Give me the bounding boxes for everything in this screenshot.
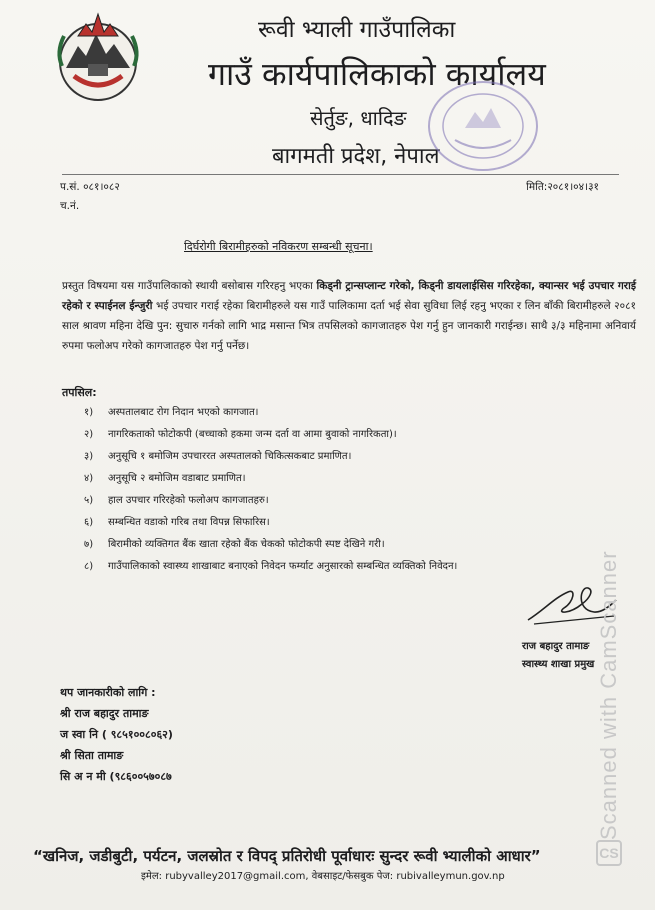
body-text-part1: प्रस्तुत विषयमा यस गाउँपालिकाको स्थायी बसोबास गरिरहनु भएका	[62, 280, 317, 292]
list-item-text: अनुसूचि १ बमोजिम उपचाररत अस्पतालको चिकित्सकबाट प्रमाणित।	[108, 451, 352, 462]
list-item-number: २)	[84, 429, 94, 440]
list-item	[84, 534, 644, 556]
municipality-name: रूवी भ्याली गाउँपालिका	[258, 17, 456, 43]
list-item	[84, 468, 644, 490]
contact-title: थप जानकारीको लागि :	[60, 686, 156, 699]
list-item-number: ८)	[84, 561, 94, 572]
body-text-part2: भई उपचार गराई रहेका बिरामीहरुले यस गाउँ पालिकामा दर्ता भई सेवा सुविधा लिई रहनु भएका र लिन बाँकी बिरामीहरुले २०८१ साल श्रावण महिना देखि पुन: सुचारु गर्नको लागि भाद्र मसान्त भित्र तपसिलको कागजातहरु पेश गर्नु हुन जानकारी गराईन्छ। साथै ३/३ महिनामा अनिवार्य रुपमा फलोअप गरेको कागजातहरु पेश गर्नु पर्नेछ।	[62, 300, 637, 352]
letter-date: मिति:२०८१।०४।३१	[526, 181, 599, 193]
footer-motto: “खनिज, जडीबुटी, पर्यटन, जलस्रोत र विपद् प्रतिरोधी पूर्वाधारः सुन्दर रूवी भ्यालीको आधार”	[33, 847, 541, 865]
contact-line: श्री राज बहादुर तामाङ	[60, 707, 149, 720]
list-item-text: नागरिकताको फोटोकपी (बच्चाको हकमा जन्म दर्ता वा आमा बुवाको नागरिकता)।	[108, 429, 397, 440]
list-item	[84, 512, 644, 534]
list-item-text: अस्पतालबाट रोग निदान भएको कागजात।	[108, 407, 259, 418]
list-item-number: १)	[84, 407, 94, 418]
office-location: सेर्तुङ, धादिङ	[310, 106, 407, 130]
footer-email-website: इमेल: rubyvalley2017@gmail.com, वेबसाइट/फेसबुक पेज: rubivalleymun.gov.np	[141, 871, 505, 882]
contact-line: ज स्वा नि ( ९८५१००८०६२)	[60, 728, 173, 741]
list-item-number: ३)	[84, 451, 94, 462]
contact-block	[60, 682, 173, 787]
list-item	[84, 424, 644, 446]
reference-number: प.सं. ०८१।०८२	[60, 181, 120, 193]
list-title: तपसिल:	[62, 386, 97, 399]
header-divider	[62, 174, 619, 175]
province-country: बागमती प्रदेश, नेपाल	[272, 144, 440, 169]
list-item-text: हाल उपचार गरिरहेको फलोअप कागजातहरु।	[108, 495, 269, 506]
list-item-text: अनुसूचि २ बमोजिम वडाबाट प्रमाणित।	[108, 473, 246, 484]
notice-body	[62, 276, 636, 356]
contact-line: श्री सिता तामाङ	[60, 749, 124, 762]
notice-subject: दिर्घरोगी बिरामीहरुको नविकरण सम्बन्धी सूचना।	[184, 240, 373, 253]
office-stamp-icon	[425, 78, 541, 174]
scanner-watermark: Scanned with CamScanner	[596, 550, 621, 840]
office-title: गाउँ कार्यपालिकाको कार्यालय	[208, 55, 546, 93]
list-item-text: गाउँपालिकाको स्वास्थ्य शाखाबाट बनाएको निवेदन फर्म्याट अनुसारको सम्बन्धित व्यक्तिको निवेदन।	[108, 561, 458, 572]
contact-line: सि अ न मी (९८६००५७०८७	[60, 770, 172, 783]
signatory-post: स्वास्थ्य शाखा प्रमुख	[522, 659, 595, 670]
list-item-text: सम्बन्धित वडाको गरिब तथा विपन्न सिफारिस।	[108, 517, 270, 528]
list-item	[84, 556, 644, 578]
list-item-number: ७)	[84, 539, 94, 550]
body-text-bold: किड्नी ट्रान्सप्लान्ट गरेको, किड्नी डायलाईसिस गरिरहेका, क्यान्सर भई उपचार गराई रहेको र स्पाईनल ईन्जुरी	[62, 280, 636, 312]
list-item	[84, 490, 644, 512]
requirements-list	[84, 402, 644, 578]
camscanner-logo-icon: CS	[596, 840, 622, 866]
signatory-name: राज बहादुर तामाङ	[522, 641, 590, 652]
list-item-number: ४)	[84, 473, 94, 484]
list-item-text: बिरामीको व्यक्तिगत बैंक खाता रहेको बैंक चेकको फोटोकपी स्पष्ट देखिने गरी।	[108, 539, 385, 550]
list-item-number: ५)	[84, 495, 94, 506]
list-item-number: ६)	[84, 517, 94, 528]
list-item	[84, 402, 644, 424]
dispatch-number: च.नं.	[60, 200, 80, 212]
list-item	[84, 446, 644, 468]
government-emblem-icon	[52, 6, 144, 106]
